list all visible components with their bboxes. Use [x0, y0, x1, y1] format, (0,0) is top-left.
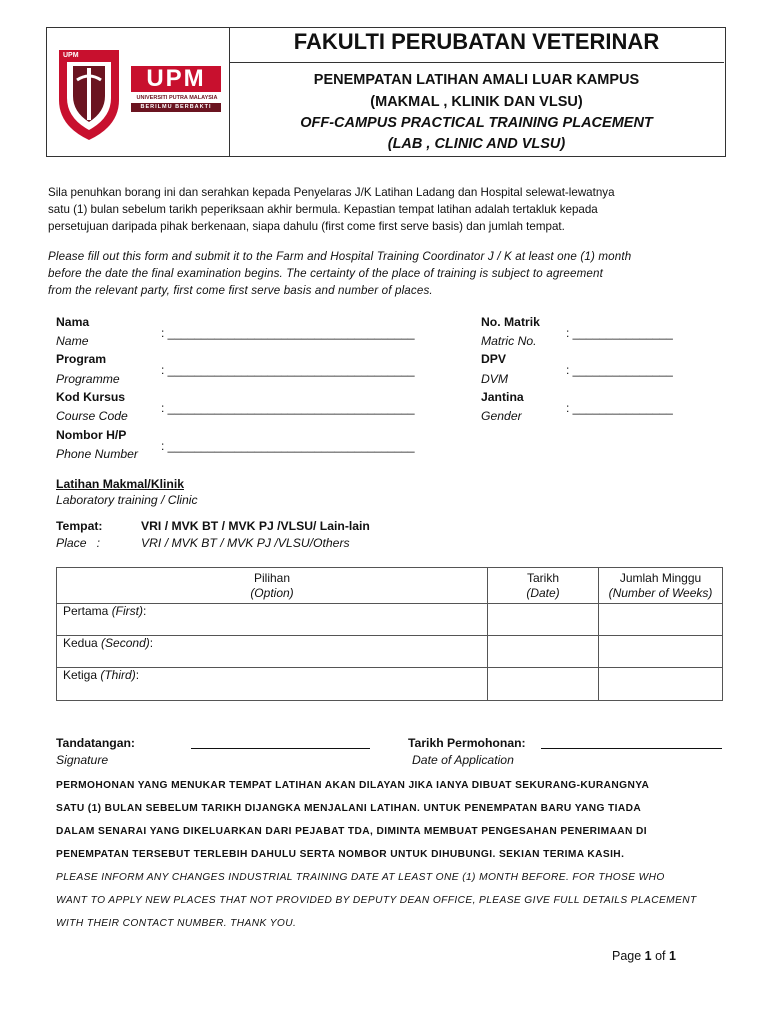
choice-third-weeks[interactable] — [599, 668, 723, 701]
table-row[interactable] — [57, 636, 723, 668]
choice-third-date[interactable] — [488, 668, 599, 701]
gender-label-en: Gender — [481, 409, 522, 423]
programme-label-en: Programme — [56, 372, 120, 386]
placement-table — [56, 567, 723, 701]
weeks-header: Jumlah Minggu (Number of Weeks) — [599, 568, 723, 604]
course-code-field[interactable]: : _____________________________________ — [161, 401, 415, 415]
training-heading-en: Laboratory training / Clinic — [56, 493, 198, 507]
place-label-en: Place : — [56, 536, 101, 550]
place-label: Tempat: — [56, 519, 103, 533]
choice-first-date[interactable] — [488, 604, 599, 636]
table-row[interactable] — [57, 668, 723, 701]
phone-field[interactable]: : _____________________________________ — [161, 439, 415, 453]
application-date-label-en: Date of Application — [412, 753, 514, 767]
matric-label: No. Matrik — [481, 315, 540, 329]
dpv-field[interactable]: : _______________ — [566, 363, 673, 377]
name-label: Nama — [56, 315, 90, 329]
gender-field[interactable]: : _______________ — [566, 401, 673, 415]
intro-malay: Sila penuhkan borang ini dan serahkan kepada Penyelaras J/K Latihan Ladang dan Hospital selewat-lewatnya satu (1) bulan sebelum tarikh peperiksaan akhir bermula. Kepastian tempat latihan adalah tertakluk kepada persetujuan daripada pihak berkenaan, siapa dahulu (first come first serve basis) dan jumlah tempat. — [48, 186, 615, 233]
table-row[interactable] — [57, 604, 723, 636]
choice-first-cell[interactable]: Pertama (First): — [57, 604, 488, 636]
programme-field[interactable]: : _____________________________________ — [161, 363, 415, 377]
place-options-en: VRI / MVK BT / MVK PJ /VLSU/Others — [141, 536, 350, 550]
table-header-row — [57, 568, 723, 604]
name-field[interactable]: : _____________________________________ — [161, 326, 415, 340]
programme-label: Program — [56, 352, 107, 366]
logo-university-name: UNIVERSITI PUTRA MALAYSIA — [136, 95, 218, 101]
logo-motto: BERILMU BERBAKTI — [140, 104, 212, 110]
place-options: VRI / MVK BT / MVK PJ /VLSU/ Lain-lain — [141, 519, 370, 533]
notice-malay: PERMOHONAN YANG MENUKAR TEMPAT LATIHAN AKAN DILAYAN JIKA IANYA DIBUAT SEKURANG-KURANGNYA SATU (1) BULAN SEBELUM TARIKH DIJANGKA MENJALANI LATIHAN. UNTUK PENEMPATAN BARU YANG TIADA DALAM SENARAI YANG DIKELUARKAN DARI PEJABAT TDA, DIMINTA MEMBUAT PENGESAHAN PENERIMAAN DI PENEMPATAN TERSEBUT TERLEBIH DAHULU SERTA NOMBOR UNTUK DIHUBUNGI. SEKIAN TERIMA KASIH. — [56, 780, 650, 860]
date-header: Tarikh (Date) — [488, 568, 599, 604]
course-code-label: Kod Kursus — [56, 390, 126, 404]
logo-cell — [47, 28, 230, 156]
choice-first-weeks[interactable] — [599, 604, 723, 636]
name-label-en: Name — [56, 334, 89, 348]
signature-label-en: Signature — [56, 753, 109, 767]
logo-shield-text: UPM — [63, 52, 79, 59]
choice-second-date[interactable] — [488, 636, 599, 668]
faculty-title: FAKULTI PERUBATAN VETERINAR — [293, 29, 660, 54]
option-header: Pilihan (Option) — [57, 568, 488, 604]
choice-second-weeks[interactable] — [599, 636, 723, 668]
matric-field[interactable]: : _______________ — [566, 326, 673, 340]
application-date-label: Tarikh Permohonan: — [408, 736, 526, 750]
header-divider — [229, 62, 724, 63]
choice-third-cell[interactable]: Ketiga (Third): — [57, 668, 488, 701]
signature-line[interactable] — [191, 748, 370, 749]
intro-english: Please fill out this form and submit it to the Farm and Hospital Training Coordinator J / K at least one (1) month before the date the final examination begins. The certainty of the place of training is subject to agreement from the relevant party, first come first serve basis and number of places. — [48, 250, 632, 297]
notice-english: PLEASE INFORM ANY CHANGES INDUSTRIAL TRAINING DATE AT LEAST ONE (1) MONTH BEFORE. FOR THOSE WHO WANT TO APPLY NEW PLACES THAT NOT PROVIDED BY DEPUTY DEAN OFFICE, PLEASE GIVE FULL DETAILS PLACEMENT WITH THEIR CONTACT NUMBER. THANK YOU. — [56, 872, 697, 929]
signature-label: Tandatangan: — [56, 736, 135, 750]
gender-label: Jantina — [481, 390, 524, 404]
dvm-label-en: DVM — [481, 372, 509, 386]
header-line-3: OFF-CAMPUS PRACTICAL TRAINING PLACEMENT — [300, 115, 653, 131]
dpv-label: DPV — [481, 352, 507, 366]
phone-label: Nombor H/P — [56, 428, 127, 442]
application-date-line[interactable] — [541, 748, 722, 749]
page-number: Page 1 of 1 — [612, 949, 676, 963]
header-line-4: (LAB , CLINIC AND VLSU) — [387, 136, 566, 152]
logo-wordmark: UPM — [146, 65, 206, 92]
phone-label-en: Phone Number — [56, 447, 138, 461]
training-heading: Latihan Makmal/Klinik — [56, 477, 184, 491]
course-code-label-en: Course Code — [56, 409, 128, 423]
header-line-1: PENEMPATAN LATIHAN AMALI LUAR KAMPUS — [313, 72, 640, 88]
matric-label-en: Matric No. — [481, 334, 537, 348]
header-line-2: (MAKMAL , KLINIK DAN VLSU) — [370, 94, 583, 110]
choice-second-cell[interactable]: Kedua (Second): — [57, 636, 488, 668]
